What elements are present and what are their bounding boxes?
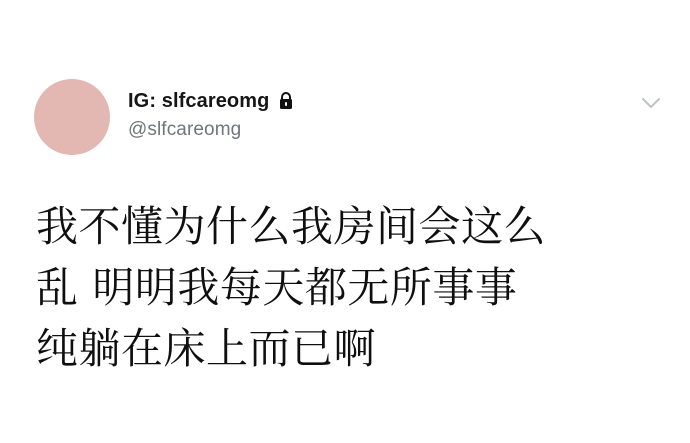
tweet-text-line: 我不懂为什么我房间会这么 — [36, 202, 547, 251]
tweet-text — [36, 196, 676, 379]
chevron-down-icon[interactable] — [639, 94, 663, 112]
author-name-row — [128, 89, 295, 113]
lock-icon — [277, 91, 295, 111]
tweet-text-line: 乱 明明我每天都无所事事 — [36, 263, 518, 312]
tweet-text-line: 纯躺在床上而已啊 — [36, 324, 377, 373]
display-name[interactable]: IG: slfcareomg — [128, 89, 270, 112]
account-handle[interactable]: @slfcareomg — [128, 119, 242, 140]
avatar[interactable] — [34, 79, 110, 155]
